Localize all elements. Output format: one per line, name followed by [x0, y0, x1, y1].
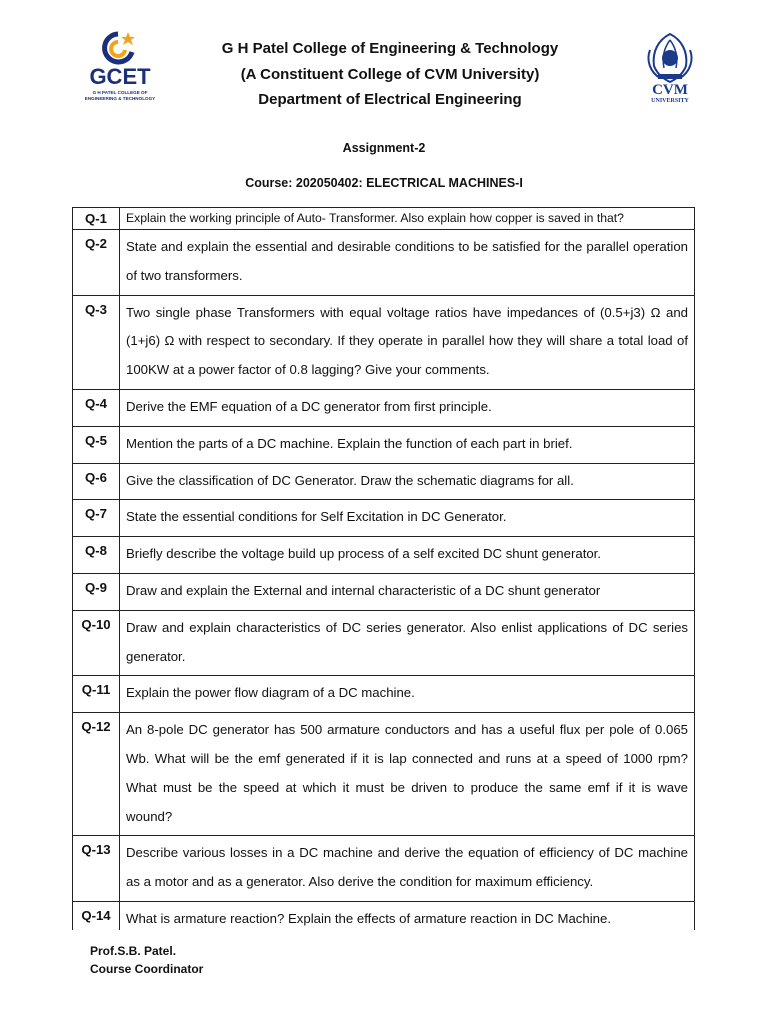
question-text: Draw and explain the External and internal characteristic of a DC shunt generator	[120, 573, 695, 610]
question-text: Draw and explain characteristics of DC series generator. Also enlist applications of DC series generator.	[120, 610, 695, 676]
department-name: Department of Electrical Engineering	[258, 91, 522, 108]
signatory-role: Course Coordinator	[90, 961, 204, 976]
course-title: Course: 202050402: ELECTRICAL MACHINES-I	[245, 176, 523, 190]
table-row	[73, 836, 695, 902]
table-row	[73, 295, 695, 389]
question-text: Briefly describe the voltage build up process of a self excited DC shunt generator.	[120, 537, 695, 574]
question-text: Describe various losses in a DC machine and derive the equation of efficiency of DC machine as a motor and as a generator. Also derive the condition for maximum efficiency.	[120, 836, 695, 902]
question-number: Q-14	[73, 901, 120, 930]
question-text: Mention the parts of a DC machine. Explain the function of each part in brief.	[120, 426, 695, 463]
question-text: Derive the EMF equation of a DC generator from first principle.	[120, 389, 695, 426]
svg-text:ENGINEERING & TECHNOLOGY: ENGINEERING & TECHNOLOGY	[84, 96, 156, 101]
table-row	[73, 463, 695, 500]
question-text: An 8-pole DC generator has 500 armature conductors and has a useful flux per pole of 0.065 Wb. What will be the emf generated if it is lap connected and runs at a speed of 1000 rpm? What must be the speed at which it must be driven to produce the same emf if it is wave wound?	[120, 713, 695, 836]
question-text: Explain the power flow diagram of a DC machine.	[120, 676, 695, 713]
table-row	[73, 500, 695, 537]
table-row	[73, 610, 695, 676]
question-text: Two single phase Transformers with equal voltage ratios have impedances of (0.5+j3) Ω and (1+j6) Ω with respect to secondary. If they operate in parallel how they will share a total load of 100KW at a power factor of 0.8 lagging? Give your comments.	[120, 295, 695, 389]
question-text: State the essential conditions for Self Excitation in DC Generator.	[120, 500, 695, 537]
question-number: Q-13	[73, 836, 120, 902]
university-affiliation: (A Constituent College of CVM University)	[240, 65, 540, 83]
question-number: Q-1	[73, 208, 120, 230]
svg-text:CVM: CVM	[652, 82, 688, 98]
question-number: Q-7	[73, 500, 120, 537]
question-text: What is armature reaction? Explain the effects of armature reaction in DC Machine.	[120, 901, 695, 930]
table-row	[73, 573, 695, 610]
question-number: Q-11	[73, 676, 120, 713]
question-number: Q-5	[73, 426, 120, 463]
college-name: G H Patel College of Engineering & Technology	[221, 40, 559, 57]
table-row	[73, 230, 695, 296]
svg-text:UNIVERSITY: UNIVERSITY	[651, 98, 689, 104]
signatory-name: Prof.S.B. Patel.	[90, 944, 177, 958]
question-table	[72, 207, 695, 930]
svg-text:GCET: GCET	[89, 64, 151, 89]
question-text: Explain the working principle of Auto- Transformer. Also explain how copper is saved in that?	[120, 208, 695, 230]
table-row	[73, 389, 695, 426]
signature-block	[90, 943, 203, 978]
svg-text:G H PATEL COLLEGE OF: G H PATEL COLLEGE OF	[92, 90, 148, 95]
question-number: Q-12	[73, 713, 120, 836]
table-row	[73, 426, 695, 463]
question-number: Q-2	[73, 230, 120, 296]
question-number: Q-3	[73, 295, 120, 389]
question-number: Q-6	[73, 463, 120, 500]
table-row	[73, 676, 695, 713]
table-row	[73, 537, 695, 574]
question-number: Q-10	[73, 610, 120, 676]
assignment-title: Assignment-2	[342, 141, 426, 155]
question-number: Q-8	[73, 537, 120, 574]
table-row	[73, 901, 695, 930]
question-text: State and explain the essential and desirable conditions to be satisfied for the parallel operation of two transformers.	[120, 230, 695, 296]
table-row	[73, 713, 695, 836]
question-number: Q-4	[73, 389, 120, 426]
question-text: Give the classification of DC Generator. Draw the schematic diagrams for all.	[120, 463, 695, 500]
question-number: Q-9	[73, 573, 120, 610]
table-row	[73, 208, 695, 230]
